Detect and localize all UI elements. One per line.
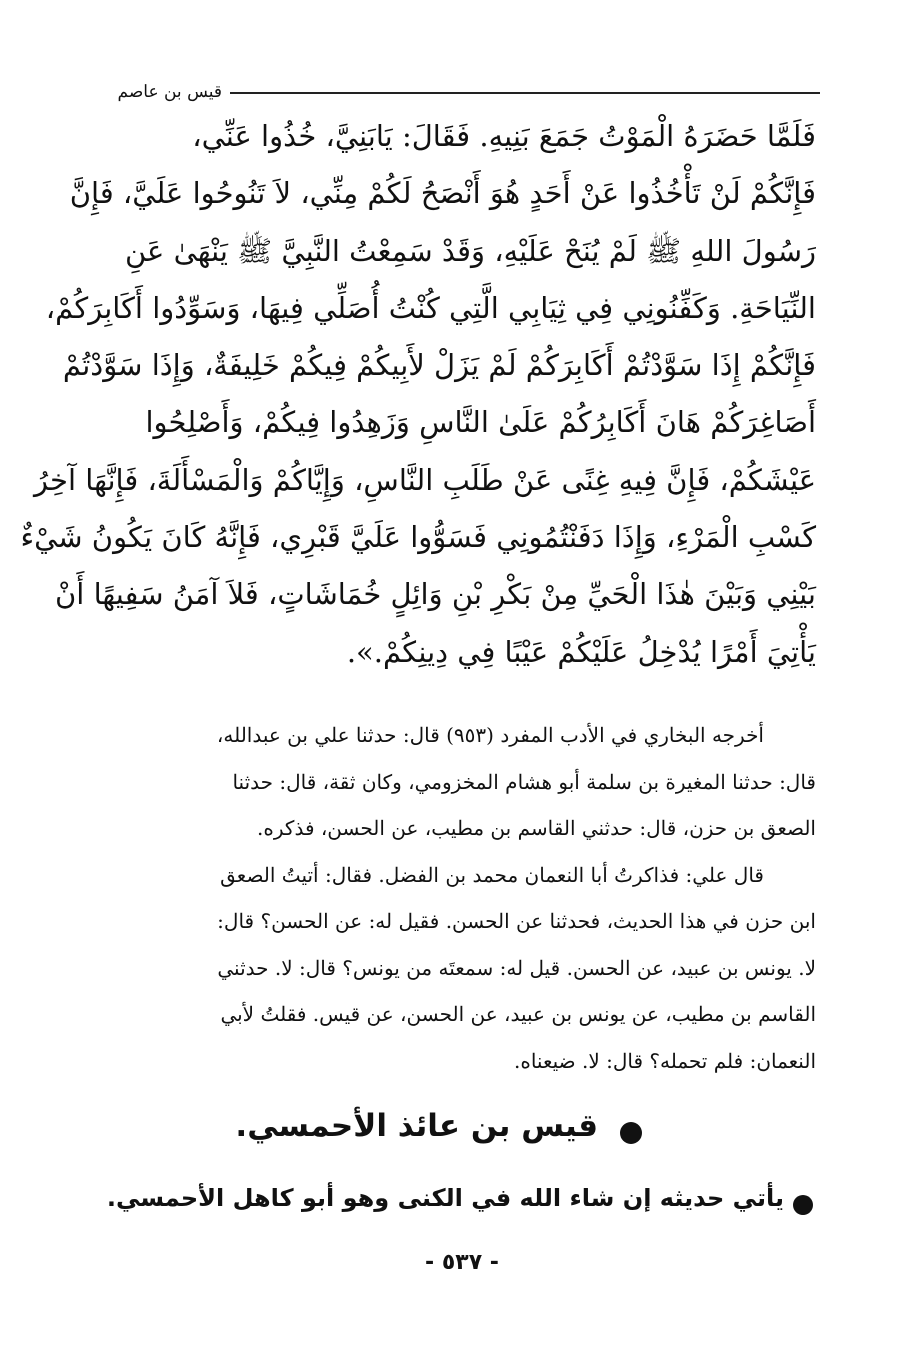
hadith-line: فَإِنَّكُمْ لَنْ تَأْخُذُوا عَنْ أَحَدٍ هُوَ أَنْصَحُ لَكُمْ مِنِّي، لاَ تَنُوحُوا عَلَيَّ، فَإِنَّ xyxy=(69,176,816,211)
hadith-line: رَسُولَ اللهِ ﷺ لَمْ يُنَحْ عَلَيْهِ، وَقَدْ سَمِعْتُ النَّبِيَّ ﷺ يَنْهَىٰ عَنِ xyxy=(124,233,816,268)
header-rule xyxy=(230,92,820,94)
entry-note-text: يأتي حديثه إن شاء الله في الكنى وهو أبو كاهل الأحمسي. xyxy=(106,1184,784,1212)
hadith-line: كَسْبِ الْمَرْءِ، وَإِذَا دَفَنْتُمُونِي فَسَوُّوا عَلَيَّ قَبْرِي، فَإِنَّهُ كَانَ يَكُونُ شَيْءٌ xyxy=(20,520,816,555)
takhrij-notes xyxy=(100,712,816,1084)
entry-heading-text: قيس بن عائذ الأحمسي. xyxy=(235,1108,598,1144)
hadith-line: النِّيَاحَةِ. وَكَفِّنُونِي فِي ثِيَابِي الَّتِي كُنْتُ أُصَلِّي فِيهَا، وَسَوِّدُوا أَكَابِرَكُمْ، xyxy=(45,290,816,325)
notes-line: لا. يونس بن عبيد، عن الحسن. قيل له: سمعتَه من يونس؟ قال: لا. حدثني xyxy=(217,955,816,980)
hadith-line: بَيْنِي وَبَيْنَ هٰذَا الْحَيِّ مِنْ بَكْرِ بْنِ وَائِلٍ خُمَاشَاتٍ، فَلاَ آمَنُ سَفِيهًا أَنْ xyxy=(55,577,816,612)
notes-line: قال: حدثنا المغيرة بن سلمة أبو هشام المخزومي، وكان ثقة، قال: حدثنا xyxy=(232,769,816,794)
hadith-text xyxy=(20,108,816,681)
running-header xyxy=(110,82,820,106)
notes-line: الصعق بن حزن، قال: حدثني القاسم بن مطيب، عن الحسن، فذكره. xyxy=(257,816,816,840)
hadith-line: فَإِنَّكُمْ إِذَا سَوَّدْتُمْ أَكَابِرَكُمْ لَمْ يَزَلْ لأَبِيكُمْ فِيكُمْ خَلِيفَةٌ، وَإِذَا سَوَّدْتُمْ xyxy=(62,348,816,383)
bullet-icon xyxy=(620,1122,642,1144)
hadith-line: عَيْشَكُمْ، فَإِنَّ فِيهِ غِنًى عَنْ طَلَبِ النَّاسِ، وَإِيَّاكُمْ وَالْمَسْأَلَةَ، فَإِنَّهَا آخِرُ xyxy=(34,462,816,497)
notes-line: ابن حزن في هذا الحديث، فحدثنا عن الحسن. فقيل له: عن الحسن؟ قال: xyxy=(217,909,816,933)
bullet-icon xyxy=(793,1195,813,1215)
running-title: قيس بن عاصم xyxy=(117,82,222,102)
hadith-line: يَأْتِيَ أَمْرًا يُدْخِلُ عَلَيْكُمْ عَيْبًا فِي دِينِكُمْ.». xyxy=(346,634,816,669)
notes-line: قال علي: فذاكرتُ أبا النعمان محمد بن الفضل. فقال: أتيتُ الصعق xyxy=(220,862,764,887)
entry-note xyxy=(0,1184,924,1228)
page-number: - ٥٣٧ - xyxy=(425,1250,499,1275)
entry-heading xyxy=(0,1108,924,1158)
notes-line: أخرجه البخاري في الأدب المفرد (٩٥٣) قال: حدثنا علي بن عبدالله، xyxy=(216,723,764,747)
hadith-line: فَلَمَّا حَضَرَهُ الْمَوْتُ جَمَعَ بَنِيهِ. فَقَالَ: يَابَنِيَّ، خُذُوا عَنِّي، xyxy=(192,119,816,153)
hadith-line: أَصَاغِرَكُمْ هَانَ أَكَابِرُكُمْ عَلَىٰ النَّاسِ وَزَهِدُوا فِيكُمْ، وَأَصْلِحُوا xyxy=(145,405,816,440)
notes-line: النعمان: فلم تحمله؟ قال: لا. ضيعناه. xyxy=(513,1048,816,1073)
notes-line: القاسم بن مطيب، عن يونس بن عبيد، عن الحسن، عن قيس. فقلتُ لأبي xyxy=(220,1002,816,1026)
